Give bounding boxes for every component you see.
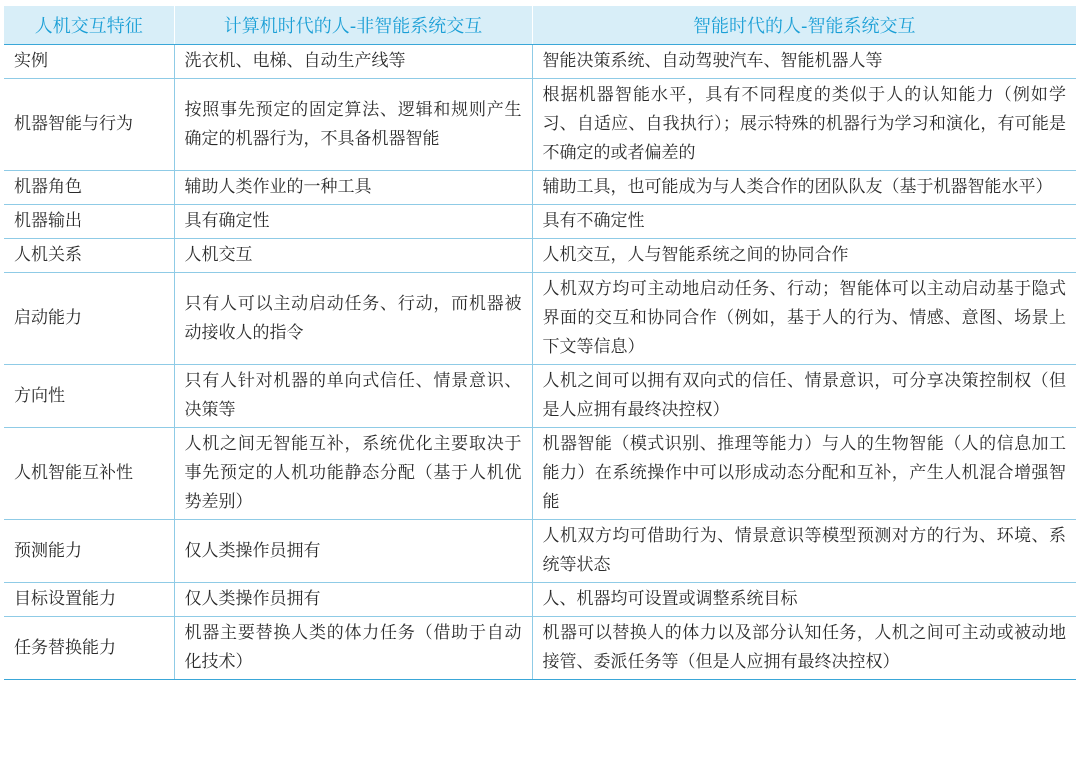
header-feature: 人机交互特征	[4, 6, 174, 45]
table-row	[4, 205, 1076, 239]
non-intelligent-cell: 只有人针对机器的单向式信任、情景意识、决策等	[174, 365, 532, 428]
intelligent-cell: 人、机器均可设置或调整系统目标	[532, 583, 1076, 617]
feature-cell: 实例	[4, 45, 174, 79]
intelligent-cell: 辅助工具，也可能成为与人类合作的团队队友（基于机器智能水平）	[532, 171, 1076, 205]
header-row	[4, 6, 1076, 45]
intelligent-cell: 机器可以替换人的体力以及部分认知任务，人机之间可主动或被动地接管、委派任务等（但是人应拥有最终决控权）	[532, 617, 1076, 680]
table-row	[4, 617, 1076, 680]
table-row	[4, 520, 1076, 583]
table-row	[4, 583, 1076, 617]
intelligent-cell: 人机双方均可主动地启动任务、行动；智能体可以主动启动基于隐式界面的交互和协同合作（例如，基于人的行为、情感、意图、场景上下文等信息）	[532, 273, 1076, 365]
header-intelligent: 智能时代的人-智能系统交互	[532, 6, 1076, 45]
non-intelligent-cell: 仅人类操作员拥有	[174, 583, 532, 617]
non-intelligent-cell: 人机之间无智能互补，系统优化主要取决于事先预定的人机功能静态分配（基于人机优势差别）	[174, 428, 532, 520]
intelligent-cell: 智能决策系统、自动驾驶汽车、智能机器人等	[532, 45, 1076, 79]
intelligent-cell: 人机交互，人与智能系统之间的协同合作	[532, 239, 1076, 273]
feature-cell: 方向性	[4, 365, 174, 428]
feature-cell: 目标设置能力	[4, 583, 174, 617]
intelligent-cell: 人机之间可以拥有双向式的信任、情景意识，可分享决策控制权（但是人应拥有最终决控权）	[532, 365, 1076, 428]
feature-cell: 机器智能与行为	[4, 79, 174, 171]
feature-cell: 机器输出	[4, 205, 174, 239]
non-intelligent-cell: 洗衣机、电梯、自动生产线等	[174, 45, 532, 79]
intelligent-cell: 人机双方均可借助行为、情景意识等模型预测对方的行为、环境、系统等状态	[532, 520, 1076, 583]
non-intelligent-cell: 按照事先预定的固定算法、逻辑和规则产生确定的机器行为，不具备机器智能	[174, 79, 532, 171]
non-intelligent-cell: 机器主要替换人类的体力任务（借助于自动化技术）	[174, 617, 532, 680]
intelligent-cell: 具有不确定性	[532, 205, 1076, 239]
table-row	[4, 239, 1076, 273]
table-row	[4, 365, 1076, 428]
table-header	[4, 6, 1076, 45]
table-row	[4, 273, 1076, 365]
feature-cell: 启动能力	[4, 273, 174, 365]
non-intelligent-cell: 人机交互	[174, 239, 532, 273]
table-row	[4, 171, 1076, 205]
feature-cell: 任务替换能力	[4, 617, 174, 680]
non-intelligent-cell: 具有确定性	[174, 205, 532, 239]
intelligent-cell: 机器智能（模式识别、推理等能力）与人的生物智能（人的信息加工能力）在系统操作中可以形成动态分配和互补，产生人机混合增强智能	[532, 428, 1076, 520]
non-intelligent-cell: 只有人可以主动启动任务、行动，而机器被动接收人的指令	[174, 273, 532, 365]
comparison-table	[4, 6, 1076, 680]
feature-cell: 人机智能互补性	[4, 428, 174, 520]
feature-cell: 预测能力	[4, 520, 174, 583]
table-row	[4, 45, 1076, 79]
non-intelligent-cell: 辅助人类作业的一种工具	[174, 171, 532, 205]
header-non-intelligent: 计算机时代的人-非智能系统交互	[174, 6, 532, 45]
non-intelligent-cell: 仅人类操作员拥有	[174, 520, 532, 583]
table-row	[4, 79, 1076, 171]
feature-cell: 人机关系	[4, 239, 174, 273]
table-body	[4, 45, 1076, 680]
feature-cell: 机器角色	[4, 171, 174, 205]
table-row	[4, 428, 1076, 520]
intelligent-cell: 根据机器智能水平，具有不同程度的类似于人的认知能力（例如学习、自适应、自我执行）；展示特殊的机器行为学习和演化，有可能是不确定的或者偏差的	[532, 79, 1076, 171]
